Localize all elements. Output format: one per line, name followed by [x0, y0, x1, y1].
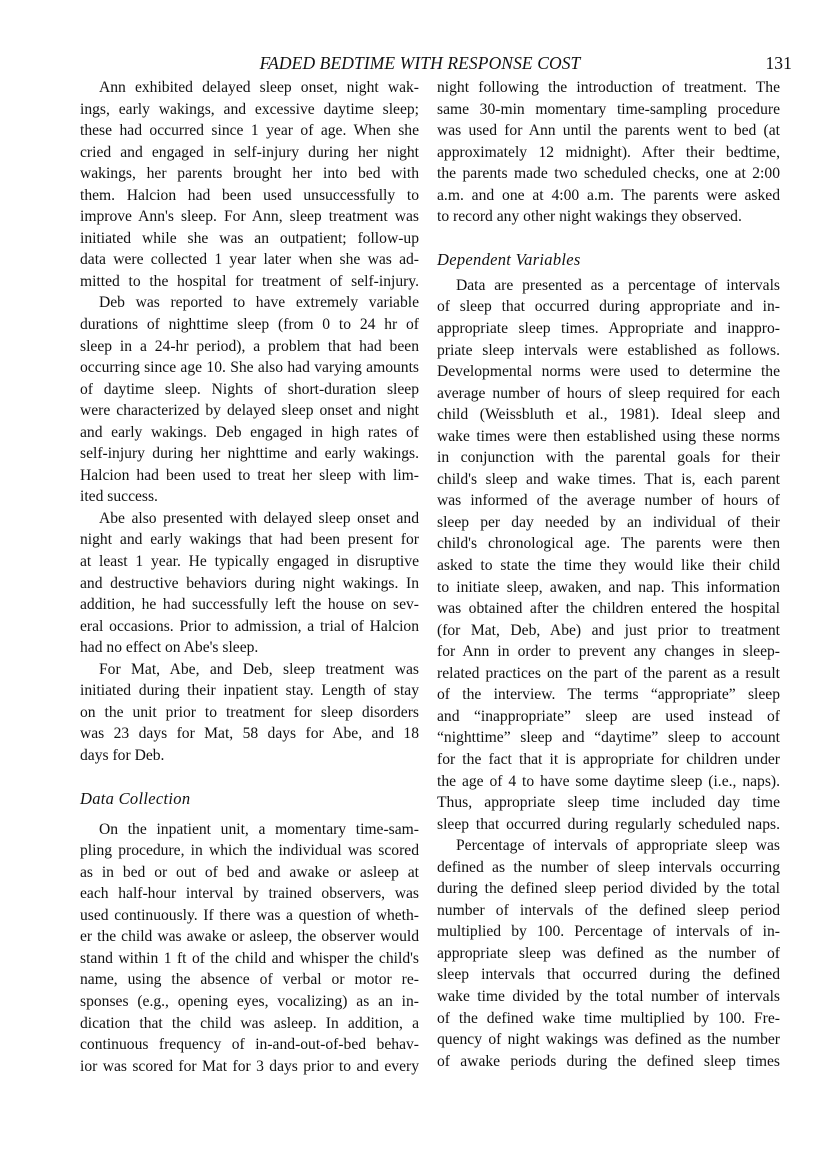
text-line: Percentage of intervals of appropriate sleep was [456, 837, 780, 855]
text-line: durations of nighttime sleep (from 0 to 24 hr of [80, 316, 419, 334]
text-line: occurring since age 10. She also had varying amounts [80, 359, 419, 377]
text-line: improve Ann's sleep. For Ann, sleep treatment was [80, 208, 419, 226]
text-line: was used for Ann until the parents went to bed (at [437, 122, 780, 140]
text-line: initiated while she was an outpatient; follow-up [80, 229, 419, 247]
text-line: of the defined wake time multiplied by 100. Fre- [437, 1009, 780, 1027]
left-column [80, 77, 419, 1077]
text-line: (for Mat, Deb, Abe) and just prior to treatment [437, 621, 780, 639]
text-line: defined as the number of sleep intervals occurring [437, 858, 780, 876]
text-line: sponses (e.g., opening eyes, vocalizing) as an in- [80, 992, 419, 1010]
text-line: dication that the child was asleep. In addition, a [80, 1014, 419, 1032]
text-line: same 30-min momentary time-sampling procedure [437, 100, 780, 118]
text-line: sleep that occurred during regularly scheduled naps. [437, 815, 780, 833]
text-line: sleep per day needed by an individual of their [437, 513, 780, 531]
text-line: priate sleep intervals were established as follows. [437, 341, 780, 359]
text-line: For Mat, Abe, and Deb, sleep treatment was [99, 660, 419, 678]
text-line: was informed of the average number of hours of [437, 492, 780, 510]
text-line: Thus, appropriate sleep time included day time [437, 794, 780, 812]
text-line: the parents made two scheduled checks, one at 2:00 [437, 165, 780, 183]
text-line: of the interview. The terms “appropriate” sleep [437, 686, 780, 704]
text-line: Data are presented as a percentage of intervals [456, 276, 780, 294]
text-line: on the unit prior to treatment for sleep disorders [80, 703, 419, 721]
text-line: stand within 1 ft of the child and whisper the child's [80, 949, 419, 967]
text-line: average number of hours of sleep required for each [437, 384, 780, 402]
text-line: in conjunction with the parental goals for their [437, 449, 780, 467]
text-line: of daytime sleep. Nights of short-duration sleep [80, 380, 419, 398]
section-heading-dependent-variables: Dependent Variables [437, 250, 581, 270]
text-line: appropriate sleep was defined as the number of [437, 944, 780, 962]
text-line: each half-hour interval by trained observers, was [80, 885, 419, 903]
text-line: Deb was reported to have extremely variable [99, 294, 419, 312]
text-line: number of intervals of the defined sleep period [437, 901, 780, 919]
text-line: wake times were then established using these norms [437, 427, 780, 445]
text-line: at least 1 year. He typically engaged in disruptive [80, 553, 419, 571]
text-line: name, using the absence of verbal or motor re- [80, 971, 419, 989]
paragraph-deb [80, 292, 419, 507]
text-line: was obtained after the children entered the hospital [437, 600, 780, 618]
text-line: sleep in a 24-hr period), a problem that had been [80, 337, 419, 355]
text-line: “nighttime” sleep and “daytime” sleep to account [437, 729, 780, 747]
text-line: to initiate sleep, awaken, and nap. This information [437, 578, 780, 596]
page-number: 131 [765, 53, 792, 73]
text-line: during the defined sleep period divided by the total [437, 880, 780, 898]
text-line: night and early wakings that had been present for [80, 531, 419, 549]
text-line: Ann exhibited delayed sleep onset, night wak- [99, 79, 419, 96]
text-line: approximately 12 midnight). After their bedtime, [437, 143, 780, 161]
running-head-title: FADED BEDTIME WITH RESPONSE COST [259, 53, 581, 73]
text-line: continuous frequency of in-and-out-of-bed behav- [80, 1036, 419, 1054]
text-line: appropriate sleep times. Appropriate and inappro- [437, 320, 780, 338]
text-line: On the inpatient unit, a momentary time-sam- [99, 820, 419, 838]
text-line: child's chronological age. The parents were then [437, 535, 780, 553]
paragraph-length-of-stay [80, 659, 419, 767]
text-line: and destructive behaviors during night wakings. In [80, 574, 419, 592]
text-line: ior was scored for Mat for 3 days prior to and every [80, 1057, 419, 1075]
text-line: eral occasions. Prior to admission, a trial of Halcion [80, 617, 419, 635]
text-line: Abe also presented with delayed sleep onset and [99, 509, 419, 527]
text-line: pling procedure, in which the individual was scored [80, 842, 419, 860]
text-line: mitted to the hospital for treatment of self-injury. [80, 272, 419, 290]
text-line: data were collected 1 year later when she was ad- [80, 251, 419, 269]
text-line: child (Weissbluth et al., 1981). Ideal sleep and [437, 406, 780, 424]
text-line: wakings, her parents brought her into bed with [80, 165, 419, 183]
running-head [0, 53, 816, 75]
text-line: child's sleep and wake times. That is, each parent [437, 470, 780, 488]
text-line: er the child was awake or asleep, the observer would [80, 928, 419, 946]
paragraph-abe [80, 508, 419, 659]
text-line: of awake periods during the defined sleep times [437, 1052, 780, 1070]
text-line: Developmental norms were used to determine the [437, 363, 780, 381]
text-line: quency of night wakings was defined as the number [437, 1031, 780, 1049]
paragraph-percentage-definitions [437, 835, 780, 1072]
text-line: and early wakings. Deb engaged in high rates of [80, 423, 419, 441]
text-line: of sleep that occurred during appropriate and in- [437, 298, 780, 316]
text-line: and “inappropriate” sleep are used instead of [437, 707, 780, 725]
text-line: wake time divided by the total number of intervals [437, 987, 780, 1005]
text-line: ings, early wakings, and excessive daytime sleep; [80, 100, 419, 118]
text-line: asked to state the time they would like their child [437, 557, 780, 575]
text-line: cried and engaged in self-injury during her night [80, 143, 419, 161]
text-line: to record any other night wakings they observed. [437, 208, 742, 226]
text-line: self-injury during her nighttime and early wakings. [80, 445, 419, 463]
text-line: related practices on the part of the parent as a result [437, 664, 780, 682]
text-line: addition, he had successfully left the house on sev- [80, 596, 419, 614]
text-line: was 23 days for Mat, 58 days for Abe, and 18 [80, 725, 419, 743]
text-line: as in bed or out of bed and awake or asleep at [80, 863, 419, 881]
paragraph-ann [80, 77, 419, 292]
paragraph-data-collection [80, 819, 419, 1078]
text-line: for Ann in order to prevent any changes in sleep- [437, 643, 780, 661]
text-line: multiplied by 100. Percentage of intervals of in- [437, 923, 780, 941]
text-line: were characterized by delayed sleep onset and night [80, 402, 419, 420]
paragraph-continued [437, 77, 780, 228]
text-line: initiated during their inpatient stay. Length of stay [80, 682, 419, 700]
text-line: had no effect on Abe's sleep. [80, 639, 259, 657]
text-line: used continuously. If there was a question of wheth- [80, 906, 419, 924]
text-line: them. Halcion had been used unsuccessfully to [80, 186, 419, 204]
text-line: days for Deb. [80, 746, 165, 764]
text-line: Halcion had been used to treat her sleep with lim- [80, 466, 419, 484]
text-line: ited success. [80, 488, 158, 506]
text-line: night following the introduction of treatment. The [437, 79, 780, 96]
text-line: sleep intervals that occurred during the defined [437, 966, 780, 984]
section-heading-data-collection: Data Collection [80, 789, 191, 809]
text-line: the age of 4 to have some daytime sleep (i.e., naps). [437, 772, 780, 790]
text-line: these had occurred since 1 year of age. When she [80, 122, 419, 140]
text-line: a.m. and one at 4:00 a.m. The parents were asked [437, 186, 780, 204]
right-column [437, 77, 780, 1072]
text-line: for the fact that it is appropriate for children under [437, 750, 780, 768]
paragraph-dependent-variables [437, 275, 780, 835]
